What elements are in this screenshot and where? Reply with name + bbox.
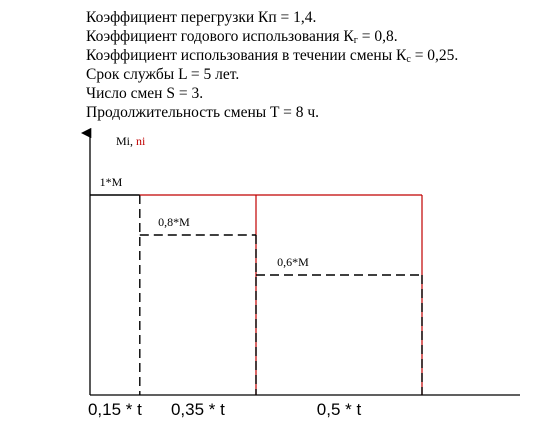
parameter-text: Коэффициент перегрузки Кп = 1,4. <box>86 9 317 26</box>
chart-marks <box>88 175 422 419</box>
parameter-post: = 0,25. <box>410 47 459 64</box>
y-axis-label <box>116 134 146 148</box>
load-level-label: 1*M <box>99 175 123 189</box>
parameter-sub: г <box>353 35 358 46</box>
parameter-post: = 0,8. <box>357 28 398 45</box>
duration-label: 0,5 * t <box>316 400 362 419</box>
y-axis-label-main: Mi, <box>116 134 137 148</box>
load-level-label: 0,8*M <box>158 215 190 229</box>
parameter-pre: Коэффициент годового использования К <box>86 28 354 45</box>
parameter-pre: Коэффициент использования в течении смены К <box>86 47 407 64</box>
parameter-text: Продолжительность смены T = 8 ч. <box>86 104 320 121</box>
parameter-text: Срок службы L = 5 лет. <box>86 66 240 83</box>
duration-label: 0,35 * t <box>170 400 225 419</box>
parameter-sub: с <box>406 54 411 65</box>
duration-label: 0,15 * t <box>87 400 142 419</box>
load-level-label: 0,6*M <box>277 255 309 269</box>
parameter-text: Число смен S = 3. <box>86 85 204 102</box>
y-axis-label-accent: ni <box>136 134 146 148</box>
